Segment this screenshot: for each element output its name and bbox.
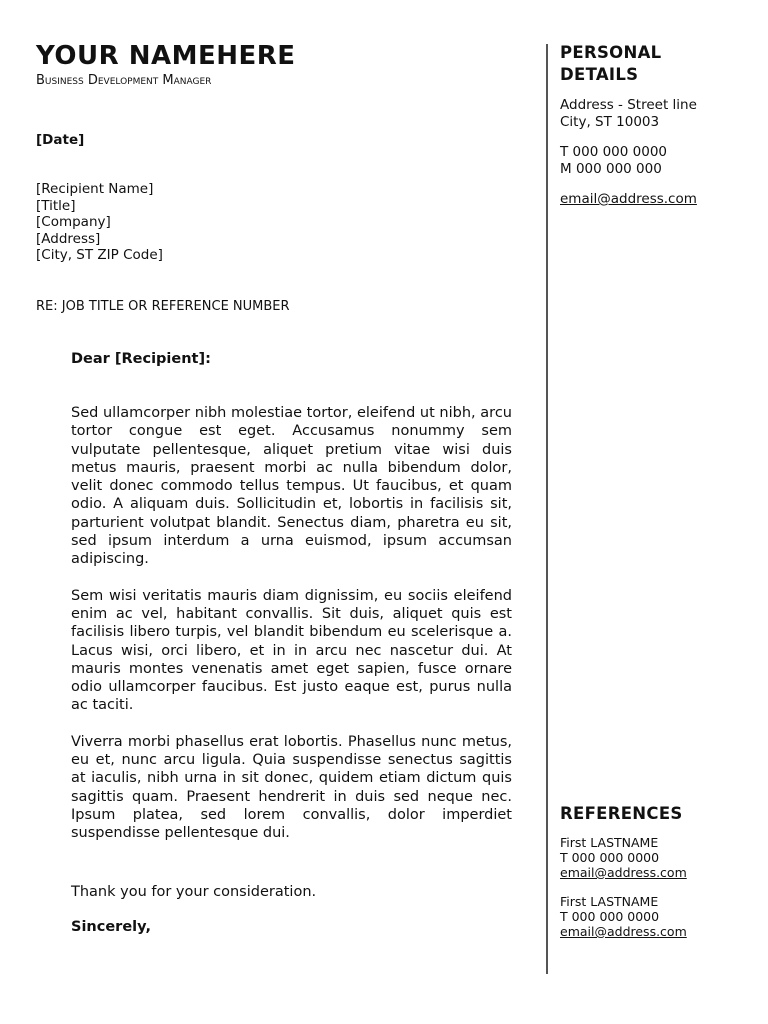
applicant-name: YOUR NAMEHERE bbox=[36, 41, 296, 71]
recipient-block bbox=[36, 181, 163, 264]
reference-name: First LASTNAME bbox=[560, 835, 659, 850]
reference-item-2 bbox=[560, 894, 756, 939]
recipient-address: [Address] bbox=[36, 230, 101, 247]
phone-t: T 000 000 0000 bbox=[560, 144, 668, 160]
personal-details-sidebar bbox=[560, 42, 756, 208]
reference-item-1 bbox=[560, 835, 756, 880]
phone-m: M 000 000 000 bbox=[560, 160, 662, 177]
address-block bbox=[560, 97, 756, 130]
applicant-role: Business Development Manager bbox=[36, 73, 212, 88]
body-paragraph-2: Sem wisi veritatis mauris diam dignissim, eu sociis eleifend enim ac vel, habitant convallis. Sit duis, aliquet quis est facilisis libero turpis, vel blandit bibendum eu scelerisque a. Lacus wisi, orci libero, et in in arcu nec nascetur dui. At mauris montes venenatis amet eget sapien, fusce ornare odio ullamcorper faucibus. Est justo eaque est, purus nulla ac taciti. bbox=[71, 587, 512, 714]
body-paragraph-1: Sed ullamcorper nibh molestiae tortor, eleifend ut nibh, arcu tortor congue est eget. Accusamus nonummy sem vulputate pellentesque, aliquet pretium vitae wisi duis metus mauris, praesent morbi ac nulla bibendum dolor, velit donec commodo tellus tempus. Ut faucibus, et quam odio. A aliquam duis. Sollicitudin et, lobortis in facilisis sit, parturient volutpat blandit. Senectus diam, pharetra eu sit, sed ipsum interdum a urna euismod, ipsum accumsan adipiscing. bbox=[71, 405, 512, 568]
address-line-2: City, ST 10003 bbox=[560, 113, 660, 130]
recipient-name: [Recipient Name] bbox=[36, 181, 154, 197]
letter-body bbox=[71, 404, 512, 861]
salutation: Dear [Recipient]: bbox=[71, 351, 211, 367]
reference-email-link[interactable]: email@address.com bbox=[560, 865, 687, 880]
reference-phone: T 000 000 0000 bbox=[560, 850, 660, 865]
body-paragraph-3: Viverra morbi phasellus erat lobortis. Phasellus nunc metus, eu et, nunc arcu ligula. Quia suspendisse senectus sagittis at iaculis, nibh urna in sit donec, quidem etiam dictum quis sagittis quam. Praesent hendrerit in duis sed neque nec. Ipsum platea, sed lorem convallis, dolor imperdiet suspendisse pellentesque dui. bbox=[71, 733, 512, 842]
reference-name: First LASTNAME bbox=[560, 894, 659, 909]
reference-email-link[interactable]: email@address.com bbox=[560, 924, 687, 939]
letter-main-column bbox=[36, 40, 514, 935]
signoff: Sincerely, bbox=[71, 919, 151, 935]
address-line-1: Address - Street line bbox=[560, 97, 697, 113]
recipient-city: [City, ST ZIP Code] bbox=[36, 247, 163, 263]
email-link[interactable]: email@address.com bbox=[560, 191, 697, 207]
personal-details-heading bbox=[560, 42, 756, 86]
references-section bbox=[560, 803, 756, 939]
recipient-title: [Title] bbox=[36, 197, 76, 214]
recipient-company: [Company] bbox=[36, 214, 111, 230]
references-heading: REFERENCES bbox=[560, 804, 683, 823]
reference-phone: T 000 000 0000 bbox=[560, 909, 660, 924]
closing-line: Thank you for your consideration. bbox=[71, 884, 317, 900]
personal-heading-line2: DETAILS bbox=[560, 65, 639, 84]
phone-block bbox=[560, 144, 756, 177]
reference-line: RE: JOB TITLE OR REFERENCE NUMBER bbox=[36, 299, 290, 314]
column-divider bbox=[546, 44, 548, 974]
letter-date: [Date] bbox=[36, 132, 85, 148]
personal-heading-line1: PERSONAL bbox=[560, 43, 662, 62]
email-block bbox=[560, 191, 756, 208]
